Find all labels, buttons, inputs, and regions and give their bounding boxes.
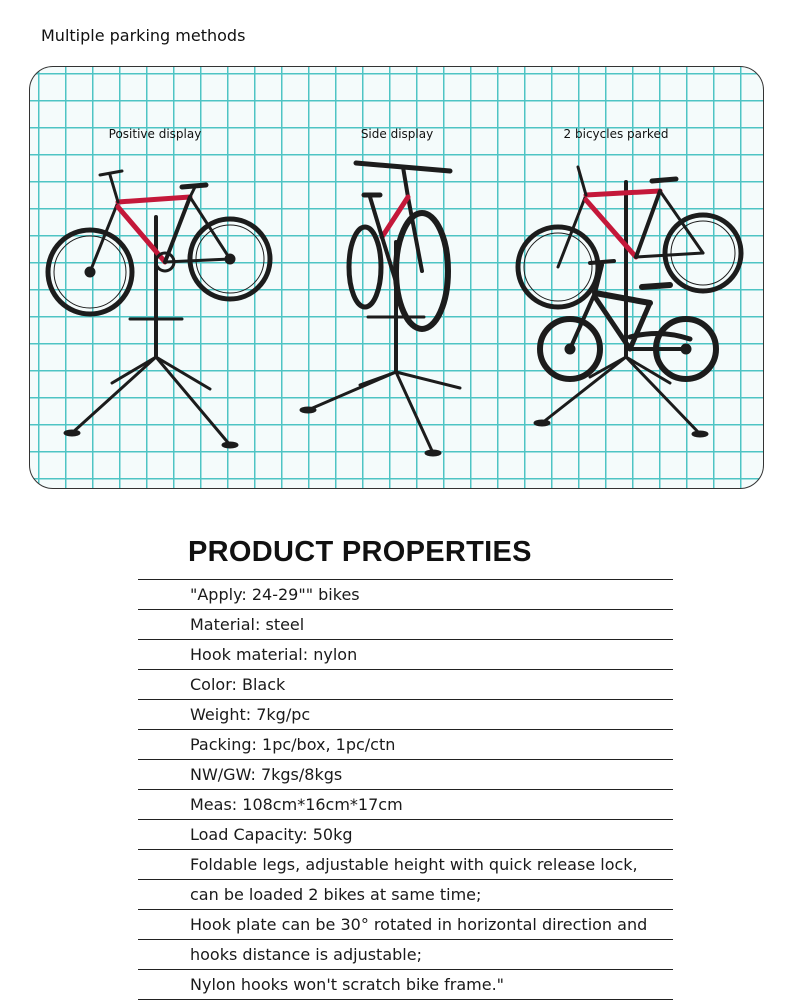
positive-display-illustration [48, 171, 270, 448]
positive-display-caption: Positive display [108, 127, 202, 141]
property-row: can be loaded 2 bikes at same time; [138, 879, 673, 909]
property-row: NW/GW: 7kgs/8kgs [138, 759, 673, 789]
property-row: "Apply: 24-29"" bikes [138, 579, 673, 609]
side-display-caption: Side display [360, 127, 434, 141]
property-row: Foldable legs, adjustable height with quick release lock, [138, 849, 673, 879]
property-row: Weight: 7kg/pc [138, 699, 673, 729]
property-row: Meas: 108cm*16cm*17cm [138, 789, 673, 819]
side-display-illustration [300, 163, 460, 456]
display-panel [29, 66, 764, 489]
property-row: hooks distance is adjustable; [138, 939, 673, 969]
property-row: Nylon hooks won't scratch bike frame." [138, 969, 673, 1000]
product-properties-title: PRODUCT PROPERTIES [188, 536, 532, 568]
property-row: Load Capacity: 50kg [138, 819, 673, 849]
section-title: Multiple parking methods [41, 26, 246, 45]
product-properties-list [138, 579, 673, 1000]
two-bicycles-illustration [518, 167, 741, 437]
property-row: Color: Black [138, 669, 673, 699]
two-bicycles-caption: 2 bicycles parked [563, 127, 669, 141]
property-row: Material: steel [138, 609, 673, 639]
property-row: Hook plate can be 30° rotated in horizontal direction and [138, 909, 673, 939]
property-row: Hook material: nylon [138, 639, 673, 669]
property-row: Packing: 1pc/box, 1pc/ctn [138, 729, 673, 759]
